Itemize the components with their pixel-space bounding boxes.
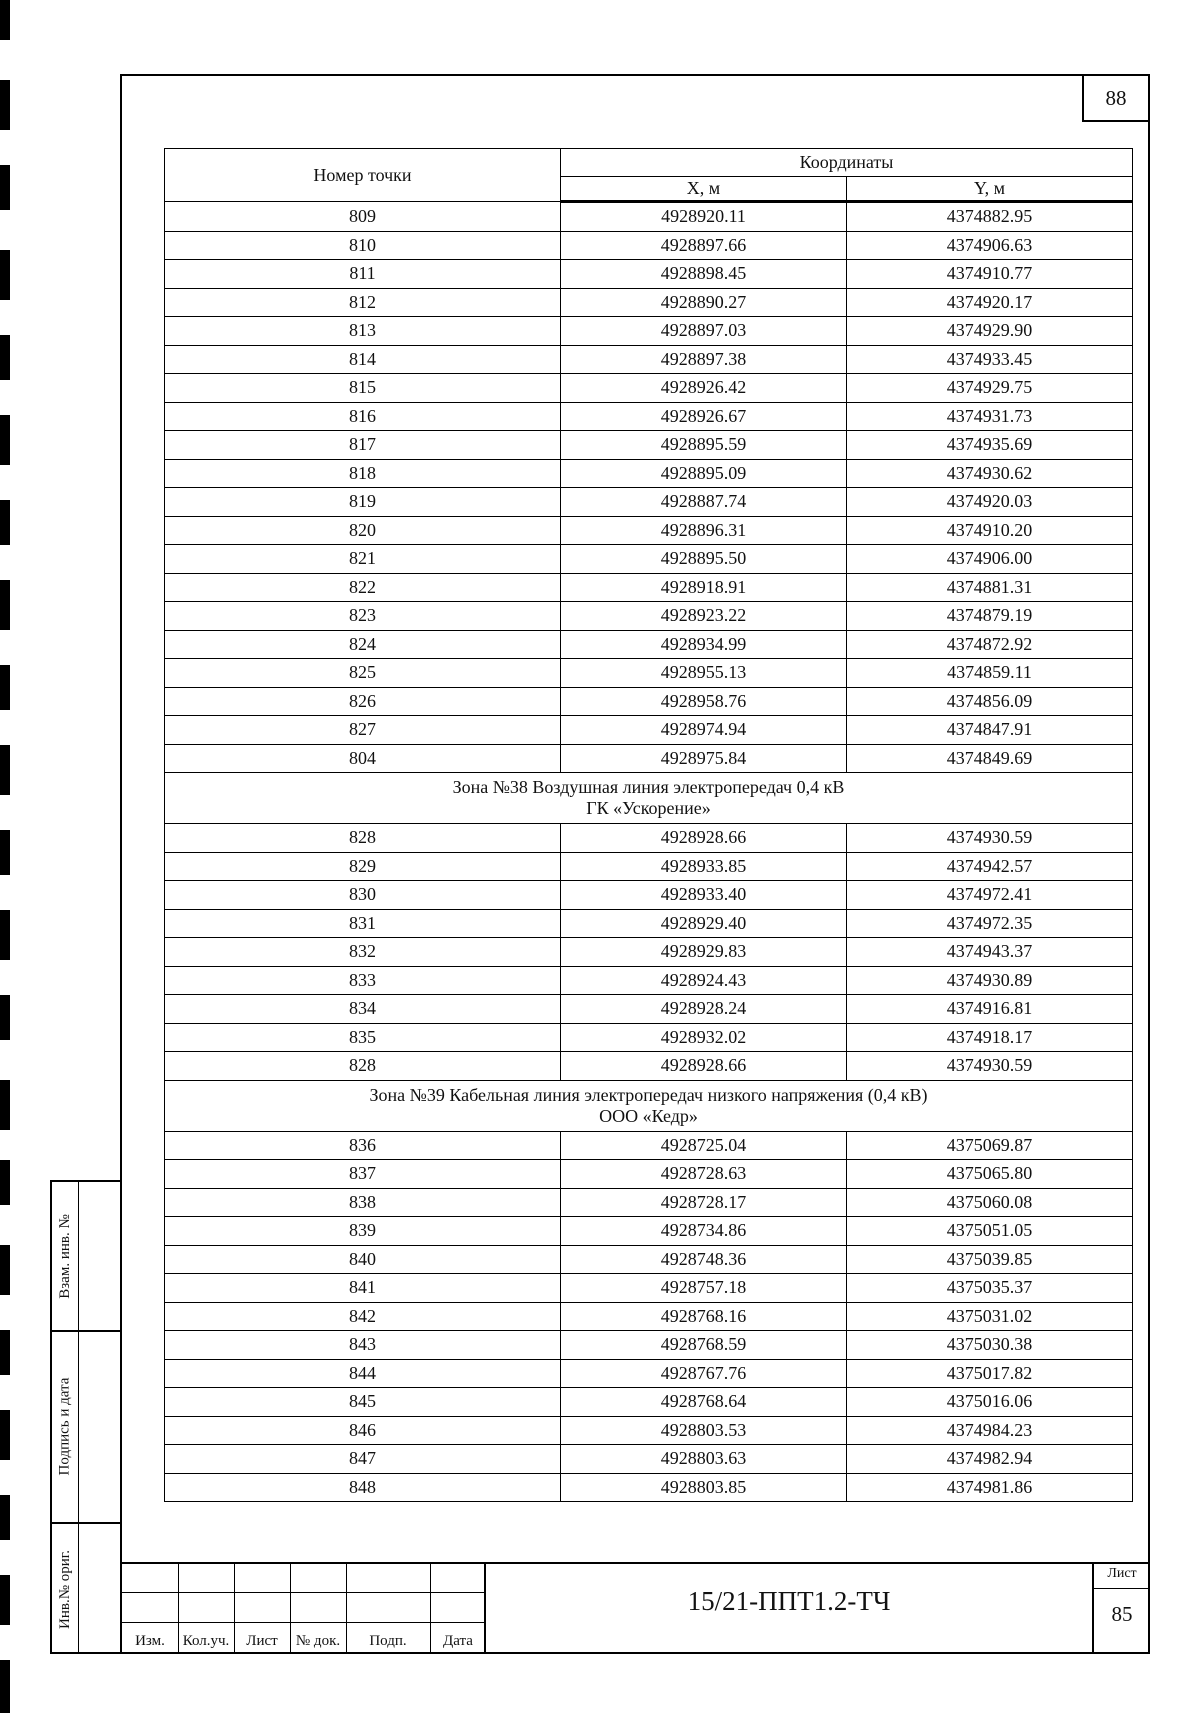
drawing-frame (120, 74, 1150, 1654)
point-number-cell: 842 (165, 1302, 561, 1331)
x-cell: 4928923.22 (561, 602, 847, 631)
table-row (165, 881, 1133, 910)
point-number-cell: 835 (165, 1023, 561, 1052)
point-number-cell: 827 (165, 716, 561, 745)
table-row (165, 1245, 1133, 1274)
point-number-cell: 847 (165, 1445, 561, 1474)
y-cell: 4374849.69 (847, 744, 1133, 773)
y-cell: 4374982.94 (847, 1445, 1133, 1474)
point-number-cell: 829 (165, 852, 561, 881)
binding-mark (0, 335, 10, 380)
x-cell: 4928803.85 (561, 1473, 847, 1502)
table-row (165, 260, 1133, 289)
y-cell: 4374906.63 (847, 231, 1133, 260)
point-number-cell: 815 (165, 374, 561, 403)
header-coordinates: Координаты (561, 149, 1133, 177)
binding-mark (0, 1080, 10, 1130)
y-cell: 4374847.91 (847, 716, 1133, 745)
table-row (165, 202, 1133, 232)
point-number-cell: 826 (165, 687, 561, 716)
x-cell: 4928955.13 (561, 659, 847, 688)
x-cell: 4928926.67 (561, 402, 847, 431)
y-cell: 4375017.82 (847, 1359, 1133, 1388)
zone-title-line: Зона №39 Кабельная линия электропередач низкого напряжения (0,4 кВ) (369, 1084, 928, 1105)
y-cell: 4374930.62 (847, 459, 1133, 488)
x-cell: 4928725.04 (561, 1131, 847, 1160)
x-cell: 4928928.66 (561, 1052, 847, 1081)
table-row (165, 317, 1133, 346)
header-x: X, м (561, 177, 847, 202)
x-cell: 4928933.85 (561, 852, 847, 881)
x-cell: 4928933.40 (561, 881, 847, 910)
x-cell: 4928768.59 (561, 1331, 847, 1360)
y-cell: 4374942.57 (847, 852, 1133, 881)
table-row (165, 1359, 1133, 1388)
binding-mark (0, 1410, 10, 1460)
point-number-cell: 823 (165, 602, 561, 631)
table-row (165, 573, 1133, 602)
x-cell: 4928748.36 (561, 1245, 847, 1274)
point-number-cell: 833 (165, 966, 561, 995)
side-strip (50, 1180, 122, 1654)
table-row (165, 995, 1133, 1024)
y-cell: 4374929.90 (847, 317, 1133, 346)
binding-mark (0, 165, 10, 210)
binding-mark (0, 830, 10, 875)
x-cell: 4928929.83 (561, 938, 847, 967)
table-row (165, 1188, 1133, 1217)
point-number-cell: 820 (165, 516, 561, 545)
y-cell: 4375030.38 (847, 1331, 1133, 1360)
x-cell: 4928918.91 (561, 573, 847, 602)
y-cell: 4375069.87 (847, 1131, 1133, 1160)
y-cell: 4374879.19 (847, 602, 1133, 631)
table-row (165, 1023, 1133, 1052)
point-number-cell: 841 (165, 1274, 561, 1303)
table-row (165, 1388, 1133, 1417)
x-cell: 4928734.86 (561, 1217, 847, 1246)
y-cell: 4374943.37 (847, 938, 1133, 967)
y-cell: 4374930.59 (847, 1052, 1133, 1081)
y-cell: 4374930.89 (847, 966, 1133, 995)
point-number-cell: 816 (165, 402, 561, 431)
table-row (165, 488, 1133, 517)
x-cell: 4928929.40 (561, 909, 847, 938)
point-number-cell: 821 (165, 545, 561, 574)
document-code: 15/21-ППТ1.2-ТЧ (687, 1586, 891, 1616)
x-cell: 4928958.76 (561, 687, 847, 716)
table-row (165, 1302, 1133, 1331)
table-row (165, 374, 1133, 403)
x-cell: 4928757.18 (561, 1274, 847, 1303)
table-row (165, 1416, 1133, 1445)
x-cell: 4928728.63 (561, 1160, 847, 1189)
stamp-label-kol: Кол.уч. (182, 1633, 230, 1649)
x-cell: 4928897.03 (561, 317, 847, 346)
binding-mark (0, 500, 10, 545)
table-row (165, 659, 1133, 688)
x-cell: 4928924.43 (561, 966, 847, 995)
y-cell: 4374859.11 (847, 659, 1133, 688)
point-number-cell: 825 (165, 659, 561, 688)
point-number-cell: 822 (165, 573, 561, 602)
side-field-inv-orig (52, 1522, 78, 1656)
y-cell: 4374931.73 (847, 402, 1133, 431)
stamp-label-date: Дата (443, 1633, 473, 1649)
point-number-cell: 830 (165, 881, 561, 910)
x-cell: 4928767.76 (561, 1359, 847, 1388)
point-number-cell: 812 (165, 288, 561, 317)
x-cell: 4928768.16 (561, 1302, 847, 1331)
table-row (165, 909, 1133, 938)
y-cell: 4375031.02 (847, 1302, 1133, 1331)
stamp-label-doc: № док. (295, 1633, 341, 1649)
x-cell: 4928895.50 (561, 545, 847, 574)
table-row (165, 1217, 1133, 1246)
y-cell: 4374881.31 (847, 573, 1133, 602)
x-cell: 4928803.63 (561, 1445, 847, 1474)
zone-title (165, 1080, 1133, 1131)
side-field-inv-replace (52, 1182, 78, 1330)
y-cell: 4374972.35 (847, 909, 1133, 938)
table-row (165, 966, 1133, 995)
point-number-cell: 840 (165, 1245, 561, 1274)
x-cell: 4928926.42 (561, 374, 847, 403)
y-cell: 4375039.85 (847, 1245, 1133, 1274)
sheet-label: Лист (1107, 1566, 1137, 1581)
binding-mark (0, 580, 10, 630)
point-number-cell: 837 (165, 1160, 561, 1189)
stamp-label-izm: Изм. (135, 1633, 165, 1649)
point-number-cell: 848 (165, 1473, 561, 1502)
binding-mark (0, 1495, 10, 1540)
x-cell: 4928768.64 (561, 1388, 847, 1417)
y-cell: 4374929.75 (847, 374, 1133, 403)
y-cell: 4374984.23 (847, 1416, 1133, 1445)
x-cell: 4928920.11 (561, 202, 847, 232)
y-cell: 4374906.00 (847, 545, 1133, 574)
table-row (165, 1445, 1133, 1474)
table-row (165, 744, 1133, 773)
side-label: Взам. инв. № (56, 1213, 73, 1299)
y-cell: 4375016.06 (847, 1388, 1133, 1417)
x-cell: 4928974.94 (561, 716, 847, 745)
point-number-cell: 838 (165, 1188, 561, 1217)
table-row (165, 431, 1133, 460)
stamp-label-list: Лист (246, 1633, 278, 1649)
zone-title (165, 773, 1133, 824)
point-number-cell: 810 (165, 231, 561, 260)
y-cell: 4375051.05 (847, 1217, 1133, 1246)
table-row (165, 545, 1133, 574)
y-cell: 4375035.37 (847, 1274, 1133, 1303)
table-row (165, 1331, 1133, 1360)
x-cell: 4928975.84 (561, 744, 847, 773)
y-cell: 4374930.59 (847, 824, 1133, 853)
zone-header-row (165, 1080, 1133, 1131)
table-row (165, 459, 1133, 488)
binding-mark (0, 80, 10, 130)
zone-owner-line: ГК «Ускорение» (586, 798, 711, 818)
table-row (165, 687, 1133, 716)
table-row (165, 288, 1133, 317)
y-cell: 4374910.77 (847, 260, 1133, 289)
x-cell: 4928895.09 (561, 459, 847, 488)
x-cell: 4928928.66 (561, 824, 847, 853)
point-number-cell: 811 (165, 260, 561, 289)
point-number-cell: 844 (165, 1359, 561, 1388)
y-cell: 4374920.17 (847, 288, 1133, 317)
zone-owner-line: ООО «Кедр» (599, 1105, 698, 1126)
table-row (165, 231, 1133, 260)
y-cell: 4374856.09 (847, 687, 1133, 716)
sheet-box-line (1094, 1588, 1150, 1589)
x-cell: 4928897.66 (561, 231, 847, 260)
binding-mark (0, 995, 10, 1040)
table-row (165, 716, 1133, 745)
y-cell: 4374920.03 (847, 488, 1133, 517)
side-label: Подпись и дата (56, 1377, 73, 1475)
binding-mark (0, 1660, 10, 1713)
point-number-cell: 813 (165, 317, 561, 346)
y-cell: 4375065.80 (847, 1160, 1133, 1189)
binding-mark (0, 745, 10, 795)
sheet-box (1092, 1564, 1150, 1652)
x-cell: 4928728.17 (561, 1188, 847, 1217)
y-cell: 4374872.92 (847, 630, 1133, 659)
header-y: Y, м (847, 177, 1133, 202)
point-number-cell: 814 (165, 345, 561, 374)
binding-mark (0, 665, 10, 710)
binding-mark (0, 1160, 10, 1205)
y-cell: 4374935.69 (847, 431, 1133, 460)
point-number-cell: 828 (165, 824, 561, 853)
table-row (165, 630, 1133, 659)
binding-mark (0, 415, 10, 465)
x-cell: 4928897.38 (561, 345, 847, 374)
table-body (165, 202, 1133, 1502)
point-number-cell: 828 (165, 1052, 561, 1081)
table-row (165, 516, 1133, 545)
y-cell: 4375060.08 (847, 1188, 1133, 1217)
y-cell: 4374882.95 (847, 202, 1133, 232)
revision-grid (122, 1564, 486, 1652)
binding-mark (0, 1575, 10, 1625)
point-number-cell: 804 (165, 744, 561, 773)
x-cell: 4928898.45 (561, 260, 847, 289)
table-row (165, 1131, 1133, 1160)
table-row (165, 824, 1133, 853)
y-cell: 4374918.17 (847, 1023, 1133, 1052)
header-point-number: Номер точки (165, 149, 561, 202)
y-cell: 4374981.86 (847, 1473, 1133, 1502)
binding-mark (0, 0, 10, 40)
table-row (165, 345, 1133, 374)
point-number-cell: 832 (165, 938, 561, 967)
point-number-cell: 836 (165, 1131, 561, 1160)
table-row (165, 1274, 1133, 1303)
x-cell: 4928934.99 (561, 630, 847, 659)
y-cell: 4374916.81 (847, 995, 1133, 1024)
point-number-cell: 831 (165, 909, 561, 938)
zone-header-row (165, 773, 1133, 824)
x-cell: 4928803.53 (561, 1416, 847, 1445)
x-cell: 4928890.27 (561, 288, 847, 317)
binding-mark (0, 1245, 10, 1295)
x-cell: 4928887.74 (561, 488, 847, 517)
point-number-cell: 819 (165, 488, 561, 517)
y-cell: 4374972.41 (847, 881, 1133, 910)
x-cell: 4928896.31 (561, 516, 847, 545)
point-number-cell: 843 (165, 1331, 561, 1360)
x-cell: 4928895.59 (561, 431, 847, 460)
binding-mark (0, 250, 10, 300)
point-number-cell: 846 (165, 1416, 561, 1445)
table-row (165, 602, 1133, 631)
table-row (165, 1473, 1133, 1502)
side-divider (78, 1182, 79, 1652)
coordinates-table (164, 148, 1133, 1502)
x-cell: 4928932.02 (561, 1023, 847, 1052)
point-number-cell: 817 (165, 431, 561, 460)
y-cell: 4374910.20 (847, 516, 1133, 545)
side-field-sign-date (52, 1330, 78, 1522)
sheet-number: 85 (1111, 1602, 1133, 1626)
table-row (165, 1052, 1133, 1081)
point-number-cell: 845 (165, 1388, 561, 1417)
point-number-cell: 834 (165, 995, 561, 1024)
y-cell: 4374933.45 (847, 345, 1133, 374)
zone-title-line: Зона №38 Воздушная линия электропередач 0,4 кВ (452, 777, 845, 797)
binding-mark (0, 910, 10, 960)
point-number-cell: 839 (165, 1217, 561, 1246)
top-sheet-number: 88 (1082, 76, 1148, 122)
point-number-cell: 818 (165, 459, 561, 488)
stamp-label-sign: Подп. (369, 1633, 407, 1649)
table-row (165, 938, 1133, 967)
title-block (122, 1562, 1150, 1652)
point-number-cell: 824 (165, 630, 561, 659)
x-cell: 4928928.24 (561, 995, 847, 1024)
table-row (165, 1160, 1133, 1189)
binding-mark (0, 1330, 10, 1375)
side-label: Инв.№ ориг. (56, 1549, 73, 1629)
point-number-cell: 809 (165, 202, 561, 232)
table-row (165, 852, 1133, 881)
table-row (165, 402, 1133, 431)
